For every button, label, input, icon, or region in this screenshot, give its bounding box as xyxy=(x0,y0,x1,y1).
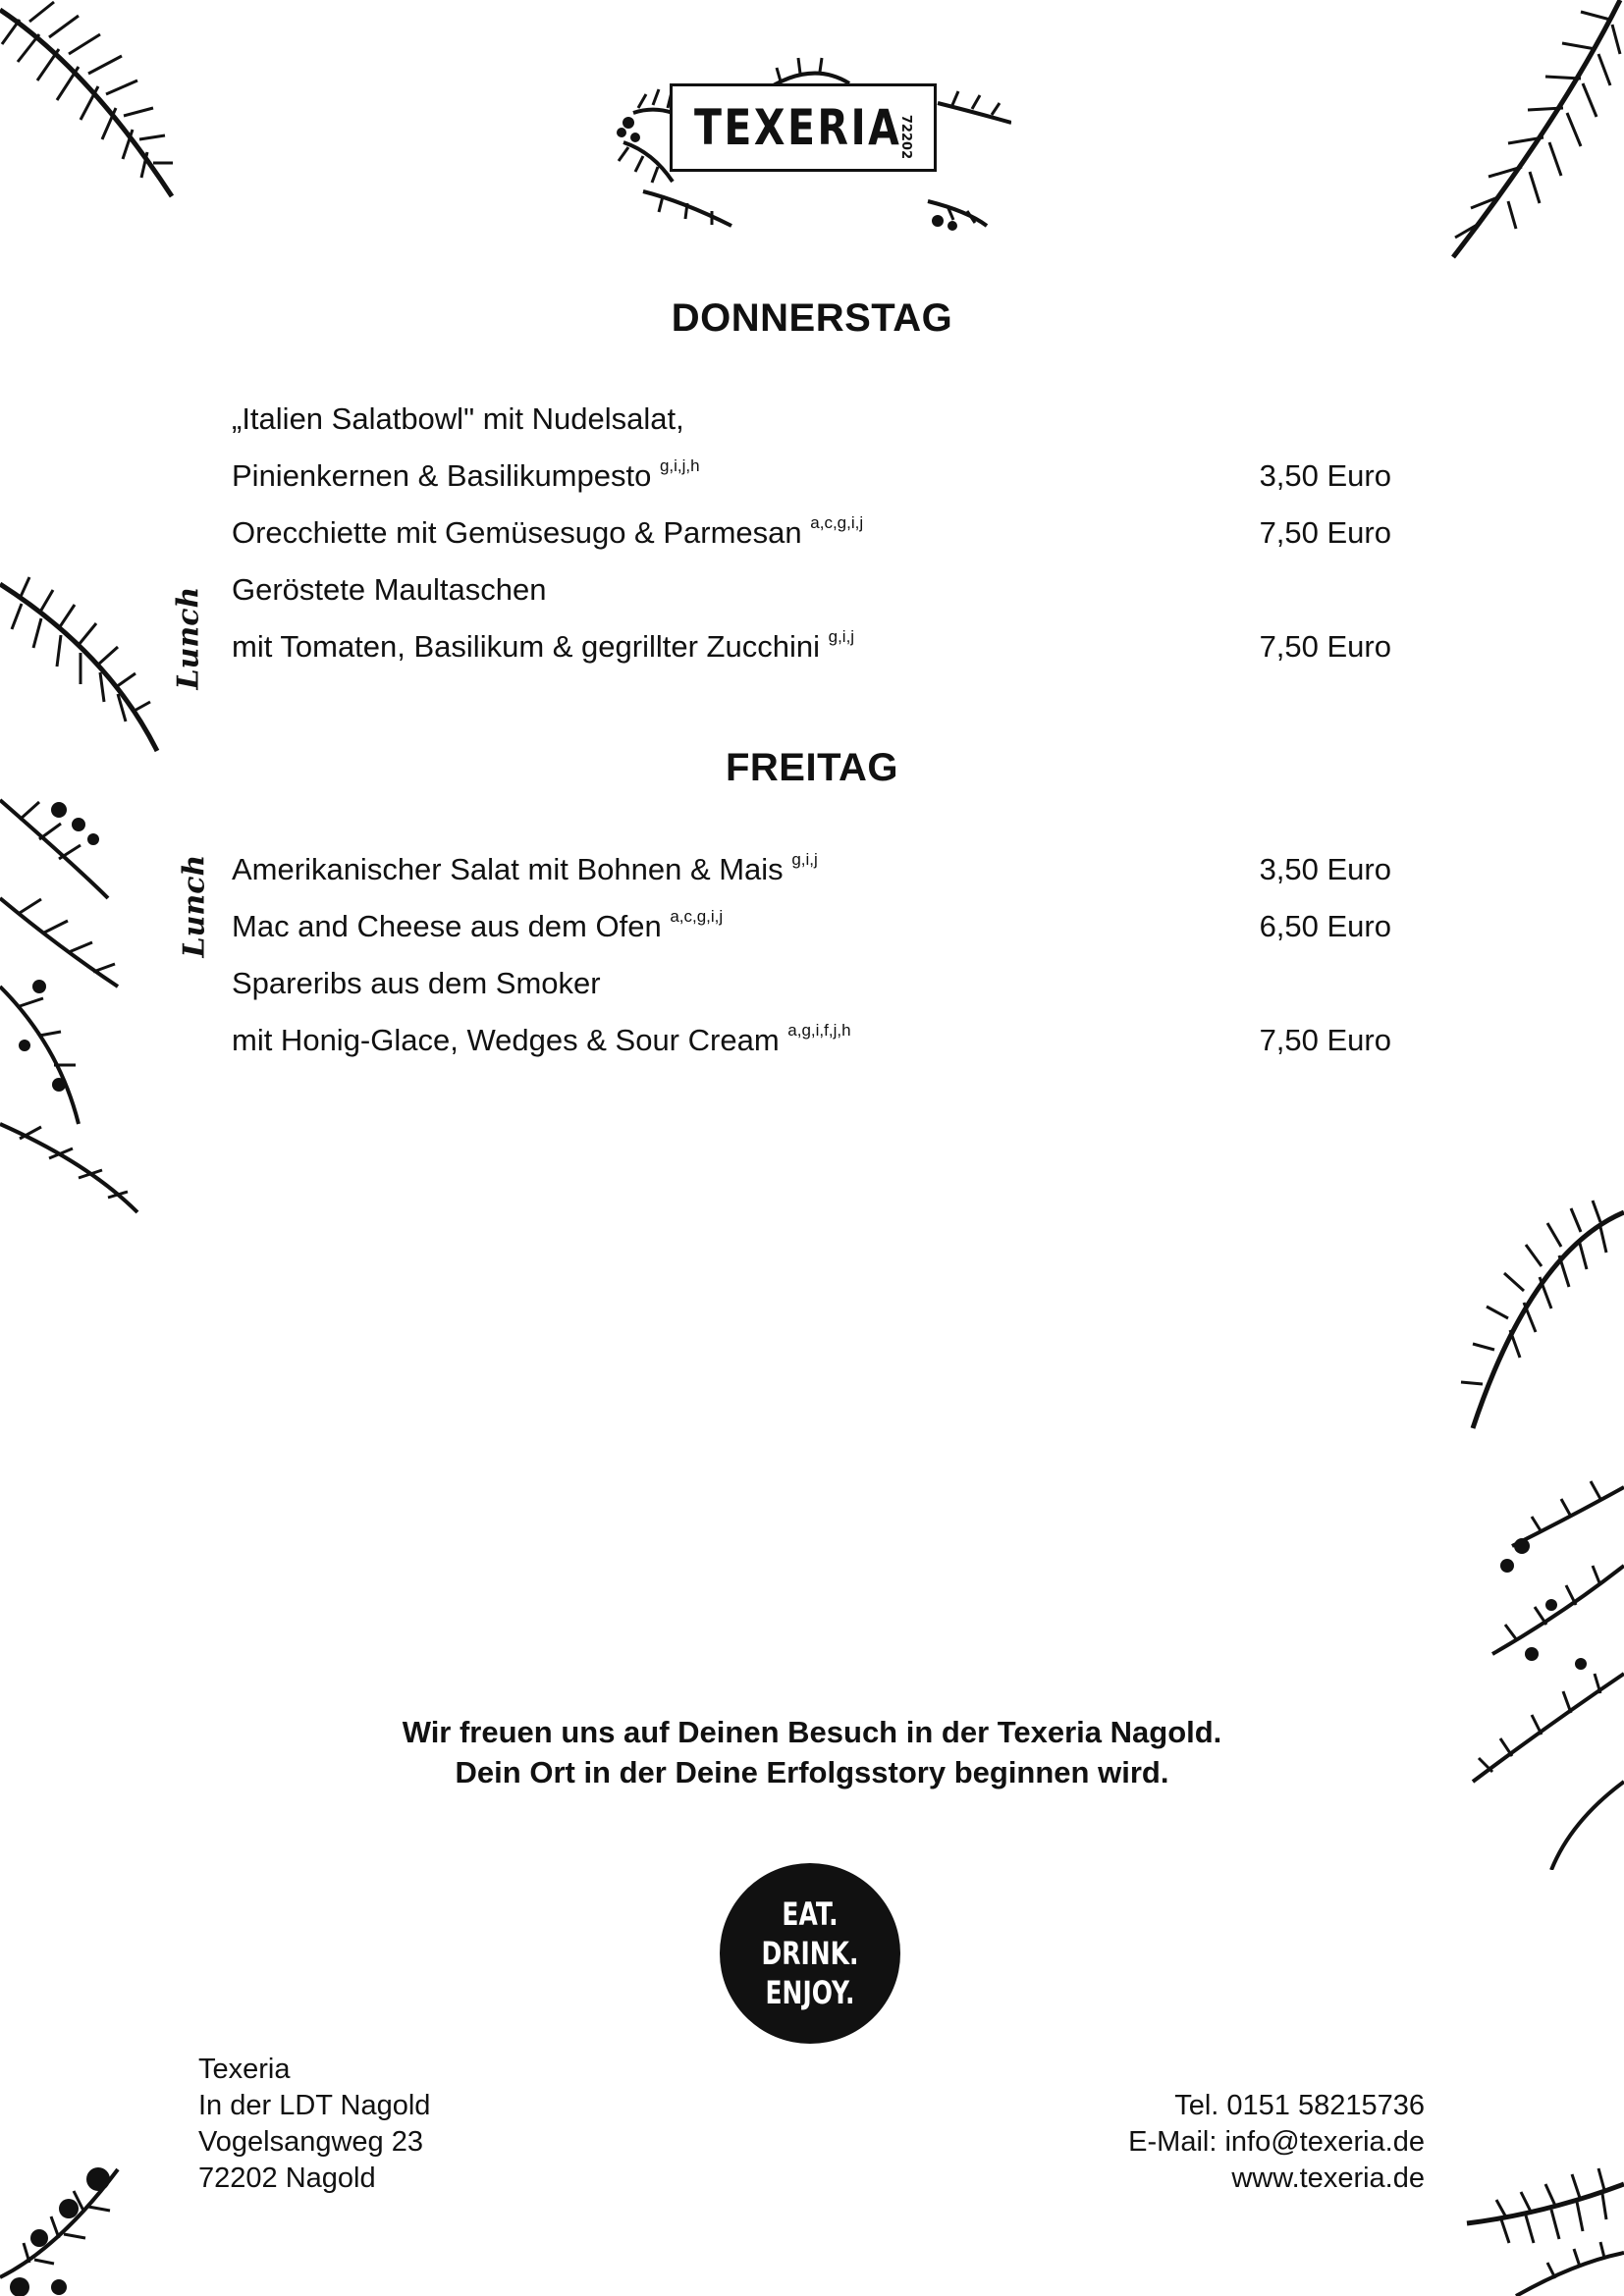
contact-phone: Tel. 0151 58215736 xyxy=(1174,2090,1425,2121)
fern-top-left-illustration xyxy=(0,0,196,216)
menu-item-price: 3,50 Euro xyxy=(1259,852,1391,886)
allergen-codes: a,g,i,f,j,h xyxy=(787,1020,851,1040)
fern-left-middle-illustration xyxy=(0,574,172,1232)
allergen-codes: a,c,g,i,j xyxy=(670,906,724,926)
address-line: In der LDT Nagold xyxy=(198,2090,431,2121)
address-name: Texeria xyxy=(198,2054,291,2085)
closing-line-1: Wir freuen uns auf Deinen Besuch in der Texeria Nagold. xyxy=(402,1715,1222,1749)
logo-frame xyxy=(670,83,937,172)
contact-block xyxy=(1128,2088,1425,2197)
logo-wordmark: TEXERIA xyxy=(694,99,902,156)
logo-zip: 72202 xyxy=(897,114,913,160)
menu-item-line: Orecchiette mit Gemüsesugo & Parmesan $^{a,c,g,i,j}$ xyxy=(232,512,864,550)
menu-item-price: 7,50 Euro xyxy=(1259,629,1391,664)
menu-item-line: Amerikanischer Salat mit Bohnen & Mais $^{g,i,j}$ xyxy=(232,849,818,886)
allergen-codes: g,i,j xyxy=(828,626,855,646)
badge-line-eat: EAT. xyxy=(782,1896,839,1933)
contact-website[interactable]: www.texeria.de xyxy=(1231,2163,1425,2194)
menu-item-price: 6,50 Euro xyxy=(1259,909,1391,943)
menu-item-line: mit Tomaten, Basilikum & gegrillter Zucchini $^{g,i,j}$ xyxy=(232,626,855,664)
eat-drink-enjoy-badge xyxy=(720,1863,900,2044)
menu-item-price: 3,50 Euro xyxy=(1259,458,1391,493)
address-street: Vogelsangweg 23 xyxy=(198,2126,423,2158)
fern-bottom-left-illustration xyxy=(0,2140,147,2296)
menu-item-line: „Italien Salatbowl" mit Nudelsalat, xyxy=(232,401,684,436)
contact-email[interactable]: E-Mail: info@texeria.de xyxy=(1128,2126,1425,2158)
menu-item-line: Geröstete Maultaschen xyxy=(232,572,547,607)
lunch-label-freitag: Lunch xyxy=(177,854,212,958)
menu-item-price: 7,50 Euro xyxy=(1259,515,1391,550)
fern-top-right-illustration xyxy=(1424,0,1624,265)
allergen-codes: g,i,j,h xyxy=(659,455,700,475)
fern-bottom-right-illustration xyxy=(1457,2145,1624,2296)
badge-line-enjoy: ENJOY. xyxy=(765,1974,855,2011)
menu-item-line: mit Honig-Glace, Wedges & Sour Cream $^{a,g,i,f,j,h}$ xyxy=(232,1020,851,1057)
menu-item-line: Spareribs aus dem Smoker xyxy=(232,966,601,1000)
allergen-codes: a,c,g,i,j xyxy=(810,512,864,532)
day-title-donnerstag: DONNERSTAG xyxy=(671,296,953,340)
lunch-label-donnerstag: Lunch xyxy=(171,586,206,690)
menu-item-price: 7,50 Euro xyxy=(1259,1023,1391,1057)
badge-line-drink: DRINK. xyxy=(761,1935,859,1972)
address-block xyxy=(198,2052,430,2197)
menu-item-line: Mac and Cheese aus dem Ofen $^{a,c,g,i,j}$ xyxy=(232,906,724,943)
texeria-logo xyxy=(614,54,1011,231)
allergen-codes: g,i,j xyxy=(791,849,818,869)
day-title-freitag: FREITAG xyxy=(725,746,899,789)
address-city: 72202 Nagold xyxy=(198,2163,376,2194)
closing-line-2: Dein Ort in der Deine Erfolgsstory beginnen wird. xyxy=(455,1755,1169,1789)
menu-item-line: Pinienkernen & Basilikumpesto $^{g,i,j,h}$ xyxy=(232,455,700,493)
